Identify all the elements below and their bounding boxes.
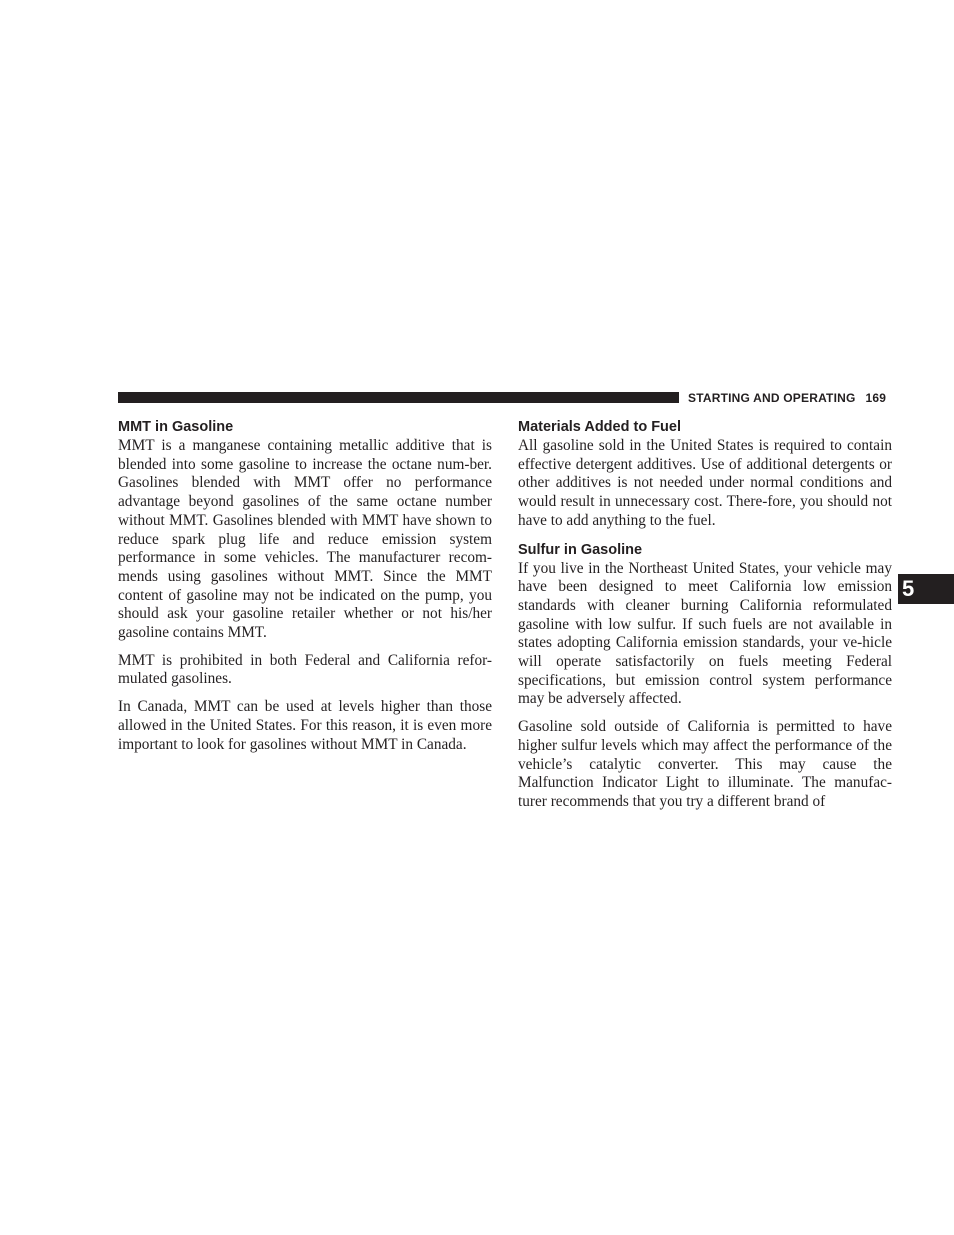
mmt-paragraph-3: In Canada, MMT can be used at levels higher than those allowed in the United States. For this reason, it is even more important to look for gasolines without MMT in Canada. <box>118 698 492 753</box>
running-header <box>688 390 886 406</box>
materials-paragraph: All gasoline sold in the United States is required to contain effective detergent additives. Use of additional detergents or other additives is not needed under normal conditions and would result in unnecessary cost. There-fore, you should not have to add anything to the fuel. <box>518 437 892 529</box>
right-column <box>518 417 892 812</box>
sulfur-heading: Sulfur in Gasoline <box>518 541 643 558</box>
mmt-paragraph-2: MMT is prohibited in both Federal and California refor-mulated gasolines. <box>118 651 492 688</box>
mmt-heading: MMT in Gasoline <box>118 419 234 435</box>
mmt-paragraph-1: MMT is a manganese containing metallic additive that is blended into some gasoline to increase the octane num-ber. Gasolines blended with MMT offer no performance advantage beyond gasolines of the same octane number without MMT. Gasolines blended with MMT have shown to reduce spark plug life and reduce emission system performance in some vehicles. The manufacturer recom-mends using gasolines without MMT. Since the MMT content of gasoline may not be indicated on the pump, you should ask your gasoline retailer whether or not his/her gasoline contains MMT. <box>118 437 492 642</box>
left-column <box>118 417 492 754</box>
chapter-tab: 5 <box>898 574 954 604</box>
sulfur-paragraph-1: If you live in the Northeast United States, your vehicle may have been designed to meet California low emission standards with cleaner burning California reformulated gasoline with low sulfur. If such fuels are not available in states adopting California emission standards, your ve-hicle will operate satisfactorily on fuels meeting Federal specifications, but emission control system performance may be adversely affected. <box>518 559 892 708</box>
sulfur-paragraph-2: Gasoline sold outside of California is permitted to have higher sulfur levels which may affect the performance of the vehicle’s catalytic converter. This may cause the Malfunction Indicator Light to illuminate. The manufac-turer recommends that you try a different brand of <box>518 718 892 810</box>
materials-heading: Materials Added to Fuel <box>518 419 682 435</box>
section-title: STARTING AND OPERATING <box>688 391 856 405</box>
header-rule <box>118 392 679 403</box>
page-number: 169 <box>865 391 887 405</box>
